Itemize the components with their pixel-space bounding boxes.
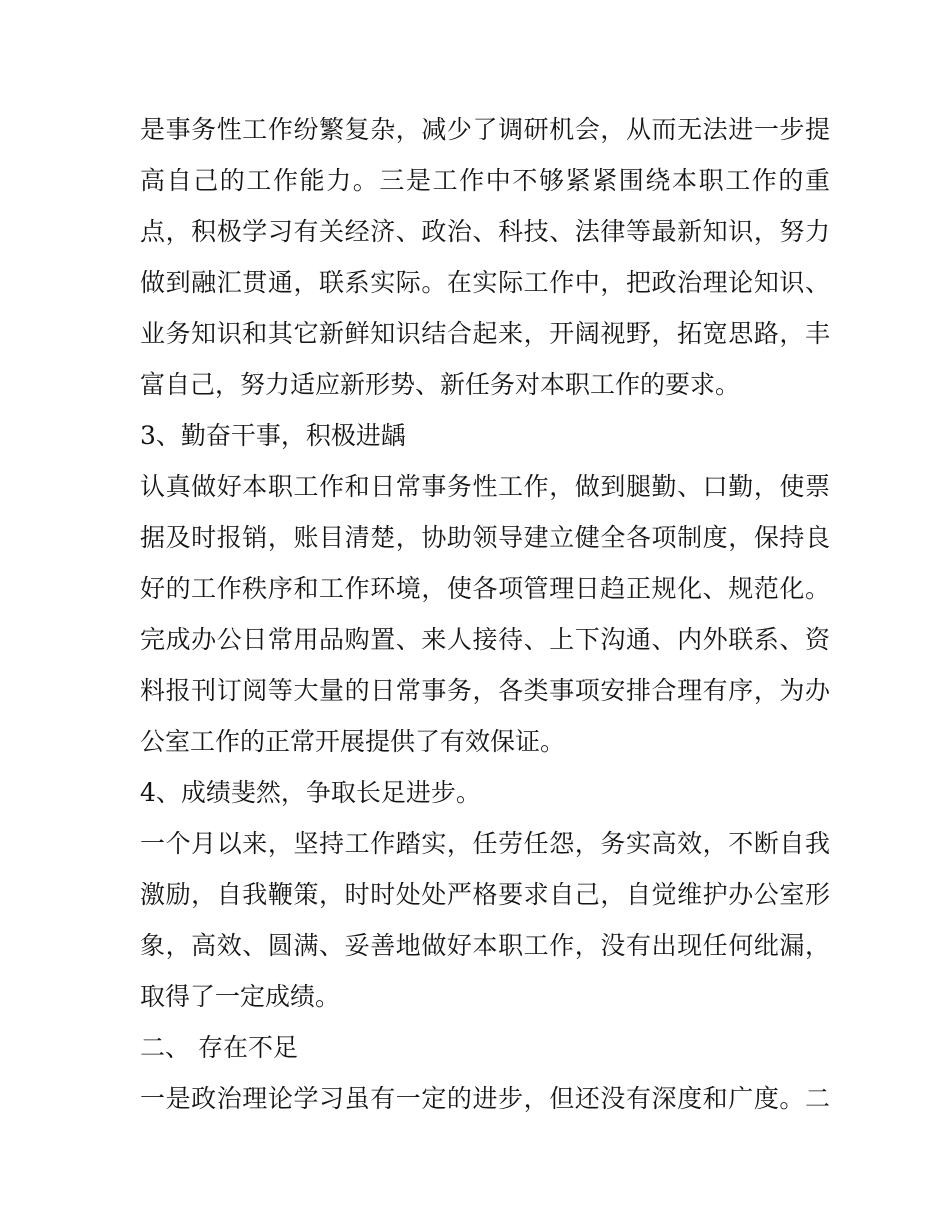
section-heading: 4、成绩斐然，争取长足进步。 (140, 778, 481, 807)
paragraph-line: 取得了一定成绩。 (140, 982, 341, 1011)
paragraph-line: 认真做好本职工作和日常事务性工作，做到腿勤、口勤，使票 (140, 472, 830, 501)
paragraph-line: 公室工作的正常开展提供了有效保证。 (140, 727, 566, 756)
paragraph-line: 激励，自我鞭策，时时处处严格要求自己，自觉维护办公室形 (140, 880, 830, 909)
paragraph-line: 是事务性工作纷繁复杂，减少了调研机会，从而无法进一步提 (140, 115, 830, 144)
paragraph-line: 料报刊订阅等大量的日常事务，各类事项安排合理有序，为办 (140, 676, 830, 705)
paragraph-line: 据及时报销，账目清楚，协助领导建立健全各项制度，保持良 (140, 523, 830, 552)
section-heading: 二、 存在不足 (140, 1033, 298, 1062)
paragraph-line: 一是政治理论学习虽有一定的进步，但还没有深度和广度。二 (140, 1084, 830, 1113)
paragraph-line: 做到融汇贯通，联系实际。在实际工作中，把政治理论知识、 (140, 268, 830, 297)
paragraph-line: 业务知识和其它新鲜知识结合起来，开阔视野，拓宽思路，丰 (140, 319, 830, 348)
paragraph-line: 好的工作秩序和工作环境，使各项管理日趋正规化、规范化。 (140, 574, 830, 603)
paragraph-line: 象，高效、圆满、妥善地做好本职工作，没有出现任何纰漏， (140, 931, 830, 960)
section-heading: 3、勤奋干事，积极进龋 (140, 421, 406, 450)
paragraph-line: 一个月以来，坚持工作踏实，任劳任怨，务实高效，不断自我 (140, 829, 830, 858)
paragraph-line: 富自己，努力适应新形势、新任务对本职工作的要求。 (140, 370, 741, 399)
paragraph-line: 点，积极学习有关经济、政治、科技、法律等最新知识，努力 (140, 217, 830, 246)
paragraph-line: 完成办公日常用品购置、来人接待、上下沟通、内外联系、资 (140, 625, 830, 654)
paragraph-line: 高自己的工作能力。三是工作中不够紧紧围绕本职工作的重 (140, 166, 830, 195)
